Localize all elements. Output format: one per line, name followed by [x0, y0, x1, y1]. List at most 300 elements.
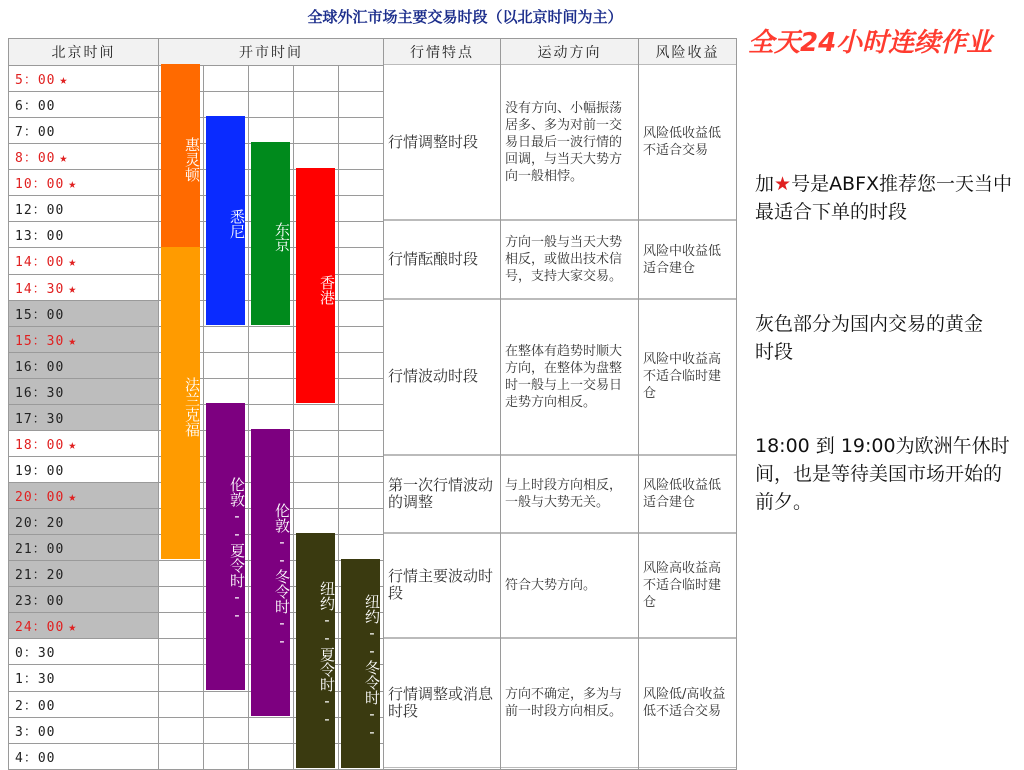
- segment-grid-cell: [384, 196, 501, 222]
- segment-grid-cell: [501, 613, 639, 639]
- time-row: [9, 691, 737, 717]
- star-icon: ★: [68, 620, 78, 636]
- market-grid-cell: [204, 274, 249, 300]
- trading-session-table: [8, 38, 736, 768]
- market-grid-cell: [204, 66, 249, 92]
- market-grid-cell: [249, 274, 294, 300]
- market-grid-cell: [339, 613, 384, 639]
- time-cell: [9, 404, 159, 430]
- market-grid-cell: [204, 743, 249, 769]
- market-grid-cell: [339, 170, 384, 196]
- market-grid-cell: [294, 743, 339, 769]
- market-grid-cell: [249, 456, 294, 482]
- segment-grid-cell: [639, 118, 737, 144]
- market-grid-cell: [159, 378, 204, 404]
- segment-grid-cell: [501, 509, 639, 535]
- segment-grid-cell: [384, 144, 501, 170]
- time-cell: [9, 691, 159, 717]
- segment-risk: 风险低收益低适合建仓: [639, 455, 736, 533]
- market-grid-cell: [294, 665, 339, 691]
- segment-grid-cell: [501, 587, 639, 613]
- market-grid-cell: [294, 352, 339, 378]
- market-grid-cell: [339, 274, 384, 300]
- segment-risk: 风险高收益高不适合临时建仓: [639, 533, 736, 637]
- segment-risk: 风险中收益高不适合临时建仓: [639, 299, 736, 455]
- market-bar: 伦敦--冬令时--: [251, 429, 290, 716]
- market-grid-cell: [249, 118, 294, 144]
- segment-grid-cell: [384, 535, 501, 561]
- market-grid-cell: [339, 509, 384, 535]
- time-label: 18：00: [15, 437, 65, 453]
- segment-grid-cell: [501, 378, 639, 404]
- segment-grid-cell: [384, 483, 501, 509]
- market-grid-cell: [339, 300, 384, 326]
- time-row: [9, 639, 737, 665]
- market-grid-cell: [249, 535, 294, 561]
- segment-feature: 第一次行情波动的调整: [384, 455, 500, 533]
- star-note: [755, 170, 1017, 226]
- segment-grid-cell: [501, 430, 639, 456]
- time-row: [9, 274, 737, 300]
- time-row: [9, 561, 737, 587]
- segment-feature: 行情酝酿时段: [384, 220, 500, 298]
- market-grid-cell: [204, 639, 249, 665]
- segment-grid-cell: [501, 561, 639, 587]
- time-cell: [9, 118, 159, 144]
- segment-grid-cell: [639, 483, 737, 509]
- session-grid: [8, 38, 737, 770]
- header-risk-return: 风险收益: [639, 39, 737, 66]
- segment-grid-cell: [639, 248, 737, 274]
- market-grid-cell: [159, 144, 204, 170]
- time-row: [9, 717, 737, 743]
- market-bar: 悉尼: [206, 116, 245, 325]
- header-open-time: 开市时间: [159, 39, 384, 66]
- market-grid-cell: [159, 587, 204, 613]
- time-label: 14：00: [15, 255, 65, 271]
- time-row: [9, 66, 737, 92]
- segment-grid-cell: [639, 66, 737, 92]
- time-label: 21：20: [15, 568, 65, 584]
- time-cell: [9, 222, 159, 248]
- market-grid-cell: [159, 743, 204, 769]
- time-label: 10：00: [15, 177, 65, 193]
- market-grid-cell: [159, 196, 204, 222]
- segment-grid-cell: [384, 691, 501, 717]
- market-grid-cell: [159, 222, 204, 248]
- segment-grid-cell: [384, 326, 501, 352]
- market-bar: 惠灵顿: [161, 64, 200, 247]
- market-grid-cell: [339, 118, 384, 144]
- market-grid-cell: [204, 509, 249, 535]
- market-grid-cell: [204, 300, 249, 326]
- market-grid-cell: [339, 743, 384, 769]
- market-grid-cell: [339, 535, 384, 561]
- market-grid-cell: [294, 248, 339, 274]
- time-cell: [9, 248, 159, 274]
- market-grid-cell: [294, 456, 339, 482]
- time-cell: [9, 92, 159, 118]
- time-cell: [9, 561, 159, 587]
- time-row: [9, 743, 737, 769]
- segment-grid-cell: [501, 352, 639, 378]
- time-label: 14：30: [15, 281, 65, 297]
- market-grid-cell: [294, 118, 339, 144]
- segment-grid-cell: [639, 430, 737, 456]
- time-cell: [9, 613, 159, 639]
- star-icon: ★: [68, 333, 78, 349]
- time-row: [9, 326, 737, 352]
- market-grid-cell: [159, 613, 204, 639]
- market-grid-cell: [159, 430, 204, 456]
- market-grid-cell: [204, 248, 249, 274]
- time-row: [9, 196, 737, 222]
- market-grid-cell: [249, 170, 294, 196]
- segment-grid-cell: [384, 743, 501, 769]
- market-grid-cell: [249, 196, 294, 222]
- headline: 全天24小时连续作业: [748, 28, 993, 58]
- time-cell: [9, 300, 159, 326]
- segment-risk: 风险低收益低不适合交易: [639, 64, 736, 220]
- time-label: 23：00: [15, 594, 65, 610]
- time-label: 2：00: [15, 698, 56, 714]
- market-grid-cell: [339, 222, 384, 248]
- time-cell: [9, 274, 159, 300]
- market-bar: 纽约--冬令时--: [341, 559, 380, 768]
- market-grid-cell: [339, 92, 384, 118]
- header-market-feature: 行情特点: [384, 39, 501, 66]
- segment-grid-cell: [639, 743, 737, 769]
- time-row: [9, 378, 737, 404]
- time-label: 12：00: [15, 203, 65, 219]
- segment-grid-cell: [501, 535, 639, 561]
- segment-feature: 行情调整或消息时段: [384, 638, 500, 768]
- segment-grid-cell: [639, 326, 737, 352]
- market-grid-cell: [339, 144, 384, 170]
- time-cell: [9, 456, 159, 482]
- segment-grid-cell: [384, 222, 501, 248]
- segment-grid-cell: [639, 144, 737, 170]
- market-grid-cell: [294, 430, 339, 456]
- market-grid-cell: [339, 352, 384, 378]
- market-grid-cell: [249, 66, 294, 92]
- market-grid-cell: [294, 639, 339, 665]
- market-grid-cell: [249, 326, 294, 352]
- time-row: [9, 456, 737, 482]
- segment-grid-cell: [501, 639, 639, 665]
- segment-grid-cell: [639, 92, 737, 118]
- segment-grid-cell: [639, 665, 737, 691]
- market-grid-cell: [339, 196, 384, 222]
- time-cell: [9, 352, 159, 378]
- market-grid-cell: [339, 404, 384, 430]
- market-grid-cell: [294, 535, 339, 561]
- time-row: [9, 352, 737, 378]
- market-grid-cell: [204, 483, 249, 509]
- segment-grid-cell: [501, 404, 639, 430]
- time-row: [9, 118, 737, 144]
- market-grid-cell: [339, 691, 384, 717]
- time-row: [9, 92, 737, 118]
- market-grid-cell: [294, 587, 339, 613]
- market-grid-cell: [294, 691, 339, 717]
- time-cell: [9, 196, 159, 222]
- market-grid-cell: [159, 456, 204, 482]
- market-grid-cell: [294, 274, 339, 300]
- segment-grid-cell: [501, 326, 639, 352]
- time-label: 13：00: [15, 229, 65, 245]
- time-label: 20：00: [15, 490, 65, 506]
- market-grid-cell: [249, 92, 294, 118]
- time-label: 1：30: [15, 672, 56, 688]
- time-label: 21：00: [15, 542, 65, 558]
- market-grid-cell: [159, 66, 204, 92]
- segment-feature: 行情调整时段: [384, 64, 500, 220]
- time-cell: [9, 587, 159, 613]
- market-grid-cell: [249, 144, 294, 170]
- star-icon: ★: [68, 255, 78, 271]
- star-note-prefix: 加: [755, 173, 775, 195]
- segment-grid-cell: [384, 717, 501, 743]
- market-grid-cell: [159, 326, 204, 352]
- segment-grid-cell: [384, 378, 501, 404]
- market-grid-cell: [339, 483, 384, 509]
- market-grid-cell: [339, 587, 384, 613]
- segment-grid-cell: [639, 352, 737, 378]
- segment-direction: 符合大势方向。: [501, 533, 638, 637]
- time-cell: [9, 717, 159, 743]
- time-cell: [9, 430, 159, 456]
- time-label: 4：00: [15, 750, 56, 766]
- segment-grid-cell: [384, 561, 501, 587]
- market-bar: 香港: [296, 168, 335, 403]
- header-beijing-time: 北京时间: [9, 39, 159, 66]
- segment-grid-cell: [384, 639, 501, 665]
- time-label: 0：30: [15, 646, 56, 662]
- market-grid-cell: [294, 222, 339, 248]
- segment-grid-cell: [501, 196, 639, 222]
- market-grid-cell: [159, 118, 204, 144]
- market-grid-cell: [159, 300, 204, 326]
- segment-grid-cell: [639, 196, 737, 222]
- market-grid-cell: [159, 404, 204, 430]
- market-grid-cell: [159, 691, 204, 717]
- market-grid-cell: [249, 691, 294, 717]
- segment-risk: 风险低/高收益低不适合交易: [639, 638, 736, 768]
- segment-grid-cell: [501, 743, 639, 769]
- star-icon: ★: [68, 437, 78, 453]
- segment-grid-cell: [501, 248, 639, 274]
- star-icon: ★: [59, 73, 69, 89]
- market-grid-cell: [249, 430, 294, 456]
- market-grid-cell: [294, 483, 339, 509]
- segment-grid-cell: [501, 717, 639, 743]
- market-grid-cell: [204, 144, 249, 170]
- segment-grid-cell: [384, 92, 501, 118]
- segment-grid-cell: [639, 378, 737, 404]
- segment-grid-cell: [501, 170, 639, 196]
- time-cell: [9, 639, 159, 665]
- segment-direction: 没有方向、小幅振荡居多、多为对前一交易日最后一波行情的回调，与当天大势方向一般相悖。: [501, 64, 638, 220]
- segment-grid-cell: [639, 274, 737, 300]
- time-label: 15：30: [15, 333, 65, 349]
- time-row: [9, 483, 737, 509]
- segment-grid-cell: [384, 665, 501, 691]
- time-row: [9, 404, 737, 430]
- time-cell: [9, 665, 159, 691]
- market-grid-cell: [249, 378, 294, 404]
- market-grid-cell: [204, 378, 249, 404]
- market-bar: 纽约--夏令时--: [296, 533, 335, 768]
- market-grid-cell: [159, 248, 204, 274]
- segment-grid-cell: [384, 170, 501, 196]
- segment-grid-cell: [639, 300, 737, 326]
- time-row: [9, 587, 737, 613]
- segment-direction: 在整体有趋势时顺大方向，在整体为盘整时一般与上一交易日走势方向相反。: [501, 299, 638, 455]
- segment-grid-cell: [501, 66, 639, 92]
- segment-direction: 方向一般与当天大势相反，或做出技术信号，支持大家交易。: [501, 220, 638, 298]
- market-grid-cell: [204, 535, 249, 561]
- segment-grid-cell: [384, 404, 501, 430]
- market-grid-cell: [339, 717, 384, 743]
- segment-grid-cell: [384, 352, 501, 378]
- header-direction: 运动方向: [501, 39, 639, 66]
- market-grid-cell: [204, 118, 249, 144]
- star-icon: ★: [68, 281, 78, 297]
- market-grid-cell: [159, 483, 204, 509]
- time-label: 15：00: [15, 307, 65, 323]
- segment-grid-cell: [639, 717, 737, 743]
- market-bar: 法兰克福: [161, 247, 200, 560]
- time-row: [9, 665, 737, 691]
- market-grid-cell: [204, 691, 249, 717]
- segment-grid-cell: [639, 691, 737, 717]
- time-row: [9, 300, 737, 326]
- time-label: 5：00: [15, 73, 56, 89]
- market-grid-cell: [204, 613, 249, 639]
- market-grid-cell: [159, 352, 204, 378]
- market-grid-cell: [294, 196, 339, 222]
- market-grid-cell: [249, 352, 294, 378]
- market-grid-cell: [249, 248, 294, 274]
- gray-note: 灰色部分为国内交易的黄金时段: [755, 313, 984, 363]
- market-grid-cell: [204, 456, 249, 482]
- time-label: 7：00: [15, 125, 56, 141]
- market-grid-cell: [249, 483, 294, 509]
- segment-grid-cell: [639, 587, 737, 613]
- time-row: [9, 248, 737, 274]
- market-grid-cell: [204, 352, 249, 378]
- segment-grid-cell: [639, 456, 737, 482]
- market-grid-cell: [294, 509, 339, 535]
- time-label: 3：00: [15, 724, 56, 740]
- market-grid-cell: [249, 404, 294, 430]
- segment-grid-cell: [384, 66, 501, 92]
- star-icon: ★: [68, 177, 78, 193]
- time-cell: [9, 170, 159, 196]
- market-grid-cell: [204, 170, 249, 196]
- time-row: [9, 535, 737, 561]
- segment-direction: 方向不确定，多为与前一时段方向相反。: [501, 638, 638, 768]
- segment-grid-cell: [639, 509, 737, 535]
- market-grid-cell: [159, 561, 204, 587]
- segment-grid-cell: [384, 456, 501, 482]
- market-grid-cell: [159, 665, 204, 691]
- market-grid-cell: [294, 326, 339, 352]
- time-row: [9, 144, 737, 170]
- time-row: [9, 509, 737, 535]
- time-label: 16：30: [15, 385, 65, 401]
- market-bar: 东京: [251, 142, 290, 325]
- segment-grid-cell: [384, 613, 501, 639]
- market-grid-cell: [339, 561, 384, 587]
- market-grid-cell: [159, 717, 204, 743]
- star-note-suffix: 号是ABFX推荐您一天当中最适合下单的时段: [755, 173, 1013, 223]
- segment-grid-cell: [501, 118, 639, 144]
- segment-feature: 行情波动时段: [384, 299, 500, 455]
- segment-grid-cell: [384, 300, 501, 326]
- market-grid-cell: [339, 378, 384, 404]
- star-icon: ★: [774, 173, 792, 195]
- segment-grid-cell: [384, 430, 501, 456]
- star-icon: ★: [68, 490, 78, 506]
- segment-grid-cell: [639, 170, 737, 196]
- segment-grid-cell: [501, 300, 639, 326]
- segment-grid-cell: [501, 456, 639, 482]
- market-grid-cell: [249, 665, 294, 691]
- market-grid-cell: [294, 561, 339, 587]
- segment-grid-cell: [384, 118, 501, 144]
- market-grid-cell: [339, 665, 384, 691]
- market-grid-cell: [249, 717, 294, 743]
- time-cell: [9, 66, 159, 92]
- market-grid-cell: [294, 378, 339, 404]
- segment-grid-cell: [639, 613, 737, 639]
- market-grid-cell: [204, 587, 249, 613]
- segment-grid-cell: [639, 561, 737, 587]
- time-label: 17：30: [15, 411, 65, 427]
- market-grid-cell: [339, 430, 384, 456]
- time-cell: [9, 144, 159, 170]
- market-grid-cell: [159, 535, 204, 561]
- market-grid-cell: [294, 170, 339, 196]
- time-label: 8：00: [15, 151, 56, 167]
- segment-grid-cell: [501, 92, 639, 118]
- segment-grid-cell: [501, 274, 639, 300]
- time-cell: [9, 483, 159, 509]
- time-row: [9, 430, 737, 456]
- market-grid-cell: [204, 430, 249, 456]
- time-label: 20：20: [15, 516, 65, 532]
- market-grid-cell: [204, 222, 249, 248]
- segment-grid-cell: [384, 587, 501, 613]
- market-grid-cell: [339, 456, 384, 482]
- market-grid-cell: [249, 300, 294, 326]
- market-grid-cell: [204, 404, 249, 430]
- market-grid-cell: [294, 144, 339, 170]
- market-grid-cell: [204, 196, 249, 222]
- market-grid-cell: [339, 639, 384, 665]
- segment-grid-cell: [639, 535, 737, 561]
- page-title: 全球外汇市场主要交易时段（以北京时间为主）: [307, 8, 623, 26]
- market-grid-cell: [294, 300, 339, 326]
- market-grid-cell: [339, 66, 384, 92]
- market-grid-cell: [249, 743, 294, 769]
- market-grid-cell: [249, 587, 294, 613]
- market-grid-cell: [294, 92, 339, 118]
- market-grid-cell: [249, 613, 294, 639]
- segment-risk: 风险中收益低适合建仓: [639, 220, 736, 298]
